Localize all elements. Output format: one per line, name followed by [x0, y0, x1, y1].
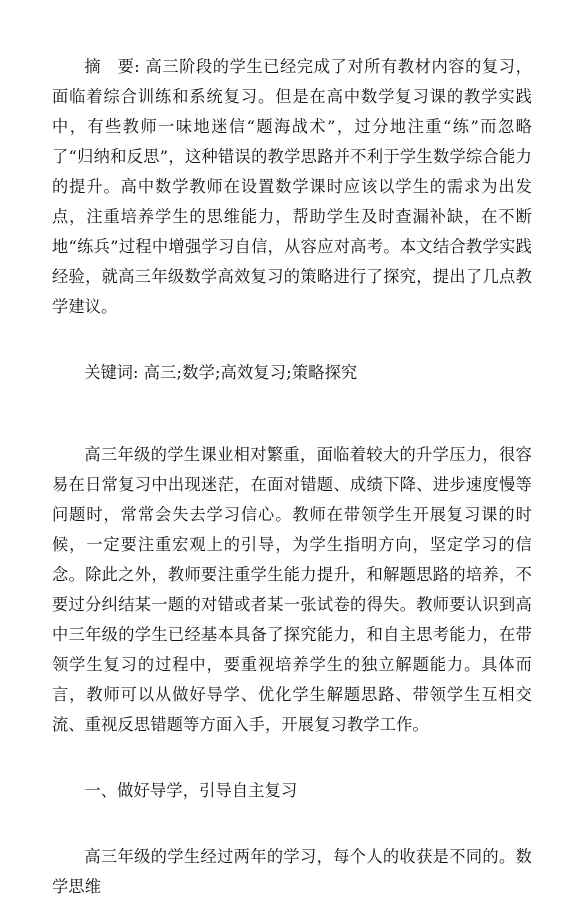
abstract-paragraph	[52, 52, 532, 322]
keywords-label: 关键词:	[84, 363, 139, 382]
keywords-text: 高三;数学;高效复习;策略探究	[143, 363, 358, 382]
abstract-text: 高三阶段的学生已经完成了对所有教材内容的复习，面临着综合训练和系统复习。但是在高中数学复习课的教学实践中，有些教师一味地迷信“题海战术”，过分地注重“练”而忽略了“归纳和反思”，这种错误的教学思路并不利于学生数学综合能力的提升。高中数学教师在设置数学课时应该以学生的需求为出发点，注重培养学生的思维能力，帮助学生及时查漏补缺，在不断地“练兵”过程中增强学习自信，从容应对高考。本文结合教学实践经验，就高三年级数学高效复习的策略进行了探究，提出了几点教学建议。	[52, 57, 532, 316]
abstract-label: 摘 要:	[84, 57, 140, 76]
keywords-paragraph	[52, 358, 532, 388]
body-paragraph-1: 高三年级的学生课业相对繁重，面临着较大的升学压力，很容易在日常复习中出现迷茫，在面对错题、成绩下降、进步速度慢等问题时，常常会失去学习信心。教师在带领学生开展复习课的时候，一定要注重宏观上的引导，为学生指明方向，坚定学习的信念。除此之外，教师要注重学生能力提升，和解题思路的培养，不要过分纠结某一题的对错或者某一张试卷的得失。教师要认识到高中三年级的学生已经基本具备了探究能力，和自主思考能力，在带领学生复习的过程中，要重视培养学生的独立解题能力。具体而言，教师可以从做好导学、优化学生解题思路、带领学生互相交流、重视反思错题等方面入手，开展复习教学工作。	[52, 445, 532, 734]
body-paragraph-2: 高三年级的学生经过两年的学习，每个人的收获是不同的。数学思维	[52, 847, 532, 896]
section-heading-1: 一、做好导学，引导自主复习	[84, 781, 298, 800]
